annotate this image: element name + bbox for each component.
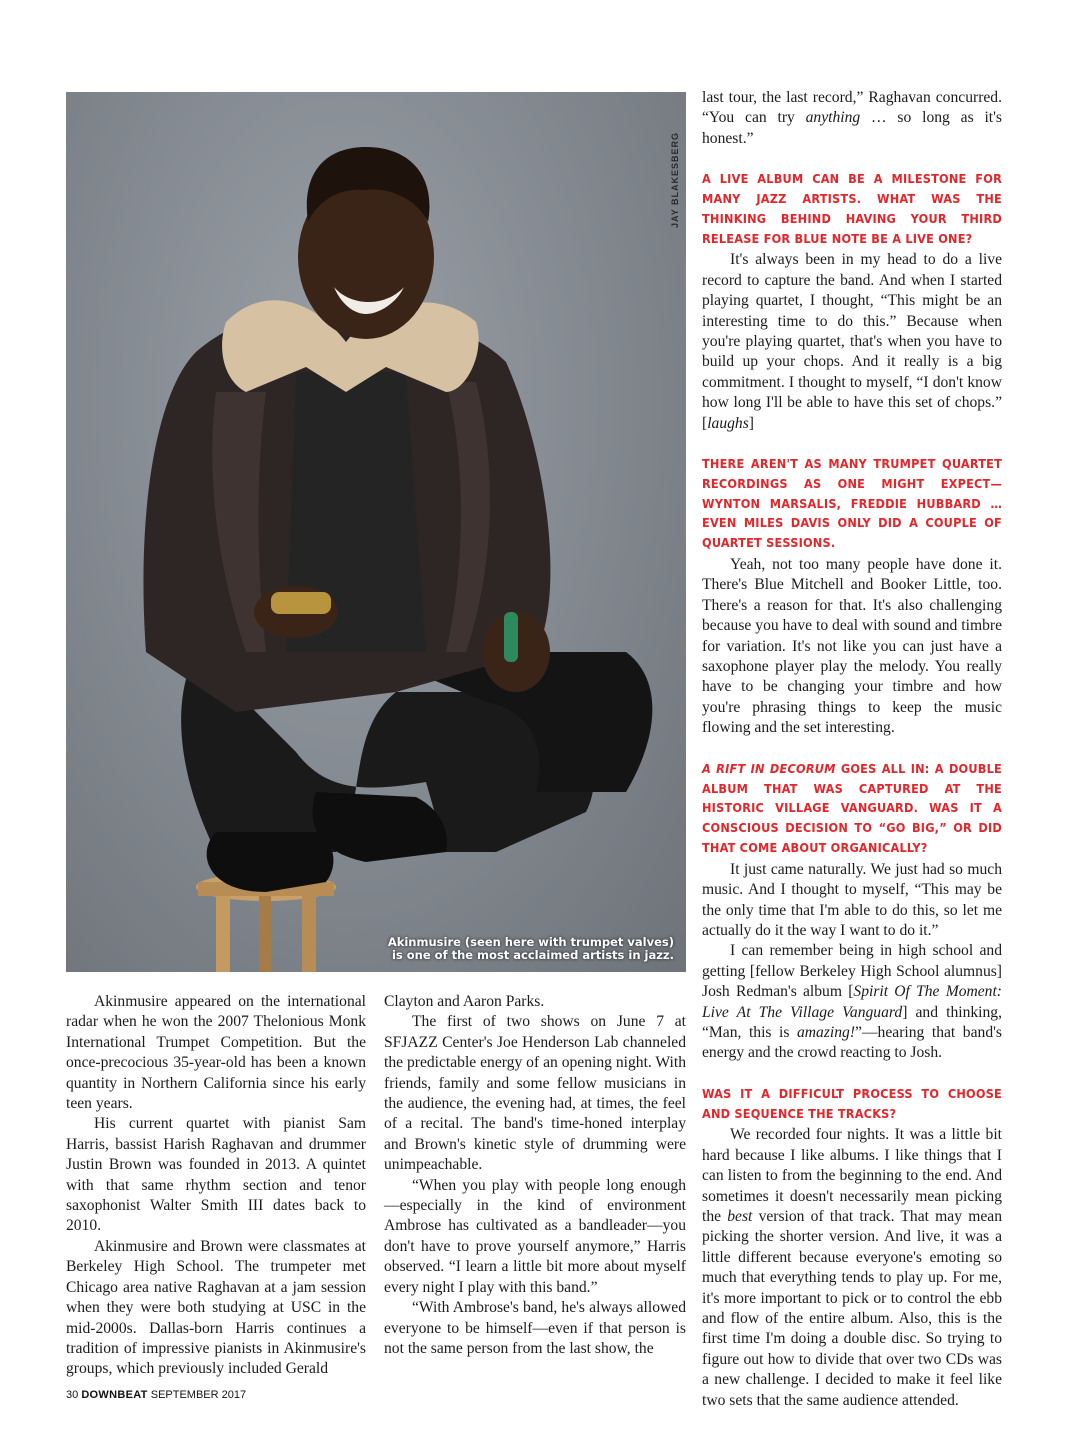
- issue-date: SEPTEMBER 2017: [150, 1389, 247, 1401]
- photo-caption: [384, 936, 674, 962]
- paragraph: Yeah, not too many people have done it. There's Blue Mitchell and Booker Little, too. There's a reason for that. It's also challenging because you have to deal with sound and timbre for variation. It's not like you can just have a saxophone player play the melody. You really have to be changing your timbre and how you're phrasing things to keep the music flowing and the set interesting.: [702, 556, 1002, 737]
- interview-question: WAS IT A DIFFICULT PROCESS TO CHOOSE AND SEQUENCE THE TRACKS?: [702, 1085, 1002, 1121]
- paragraph: We recorded four nights. It was a little bit hard because I like albums. I like things that I can listen to from the beginning to the end. And sometimes it doesn't necessarily mean picking the best version of that track. That may mean picking the shorter version. And live, it was a little different because everyone's emoting so much that everything tends to play up. For me, it's more important to pick or to control the ebb and flow of the entire album. Also, this is the first time I'm doing a double disc. So trying to figure out how to divide that over two CDs was a new challenge. I decided to make it feel like two sets that the same audience attended.: [702, 1126, 1002, 1409]
- paragraph: “When you play with people long enough—especially in the kind of environment Ambrose has cultivated as a bandleader—you don't have to prove yourself anymore,” Harris observed. “I learn a little bit more about myself every night I play with this band.”: [384, 1176, 686, 1296]
- paragraph: “With Ambrose's band, he's always allowed everyone to be himself—even if that person is not the same person from the last show, the: [384, 1299, 686, 1357]
- paragraph: Akinmusire and Brown were classmates at Berkeley High School. The trumpeter met Chicago area native Raghavan at a jam session when they were both studying at USC in the mid-2000s. Dallas-born Harris continues a tradition of impressive pianists in Akinmusire's groups, which previously included Gerald: [66, 1237, 366, 1378]
- paragraph: I can remember being in high school and getting [fellow Berkeley High School alumnus] Josh Redman's album [Spirit Of The Moment: Live At The Village Vanguard] and thinking, “Man, this is amazing!”—hearing that band's energy and the crowd reacting to Josh.: [702, 942, 1003, 1062]
- article-column-1: [66, 992, 366, 1380]
- feature-photo: [66, 92, 686, 972]
- portrait-illustration: [66, 92, 686, 972]
- interview-question: A RIFT IN DECORUM GOES ALL IN: A DOUBLE ALBUM THAT WAS CAPTURED AT THE HISTORIC VILLAGE VANGUARD. WAS IT A CONSCIOUS DECISION TO “GO BIG,” OR DID THAT COME ABOUT ORGANICALLY?: [702, 760, 1002, 855]
- article-column-2: [384, 992, 686, 1359]
- paragraph: last tour, the last record,” Raghavan concurred. “You can try anything … so long as it's honest.”: [702, 89, 1002, 147]
- paragraph: It just came naturally. We just had so much music. And I thought to myself, “This may be the only time that I'm able to do this, so let me actually do it the way I want to do it.”: [702, 860, 1002, 939]
- interview-question: A LIVE ALBUM CAN BE A MILESTONE FOR MANY JAZZ ARTISTS. WHAT WAS THE THINKING BEHIND HAVING YOUR THIRD RELEASE FOR BLUE NOTE BE A LIVE ONE?: [702, 171, 1002, 246]
- paragraph: Clayton and Aaron Parks.: [384, 993, 545, 1010]
- paragraph: It's always been in my head to do a live record to capture the band. And when I started playing quartet, I thought, “This might be an interesting time to do this.” Because when you're playing quartet, that's when you have to build up your chops. And it really is a big commitment. I thought to myself, “I don't know how long I'll be able to have this set of chops.” [laughs]: [702, 251, 1002, 432]
- paragraph: The first of two shows on June 7 at SFJAZZ Center's Joe Henderson Lab channeled the predictable energy of an opening night. With friends, family and some fellow musicians in the audience, the evening had, at times, the feel of a recital. The band's time-honed interplay and Brown's kinetic style of drumming were unimpeachable.: [384, 1013, 686, 1174]
- caption-line-1: Akinmusire (seen here with trumpet valves): [387, 935, 674, 949]
- magazine-brand: DOWNBEAT: [81, 1389, 148, 1401]
- interview-question: THERE AREN'T AS MANY TRUMPET QUARTET RECORDINGS AS ONE MIGHT EXPECT—WYNTON MARSALIS, FREDDIE HUBBARD … EVEN MILES DAVIS ONLY DID A COUPLE OF QUARTET SESSIONS.: [702, 456, 1002, 551]
- page-footer: [66, 1389, 246, 1401]
- photo-credit: JAY BLAKESBERG: [670, 132, 680, 229]
- paragraph: Akinmusire appeared on the international radar when he won the 2007 Thelonious Monk International Trumpet Competition. But the once-precocious 35-year-old has been a known quantity in Northern California since his early teen years.: [66, 993, 366, 1113]
- article-column-3: [702, 88, 1002, 1411]
- paragraph: His current quartet with pianist Sam Harris, bassist Harish Raghavan and drummer Justin Brown was founded in 2013. A quintet with that same rhythm section and tenor saxophonist Walter Smith III dates back to 2010.: [66, 1115, 366, 1235]
- page-number: 30: [66, 1389, 79, 1401]
- caption-line-2: is one of the most acclaimed artists in jazz.: [391, 948, 674, 962]
